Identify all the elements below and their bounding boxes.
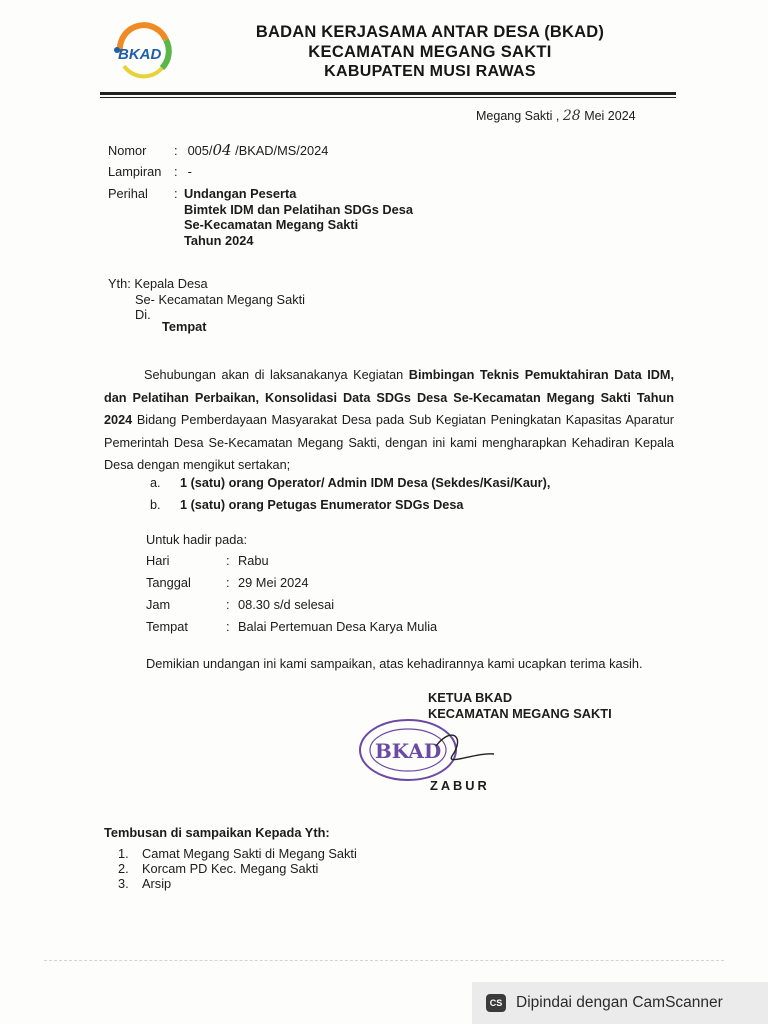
- lampiran-row: Lampiran : -: [108, 164, 192, 179]
- participant-item-a: a. 1 (satu) orang Operator/ Admin IDM Desa (Sekdes/Kasi/Kaur),: [150, 476, 551, 490]
- closing-sentence: Demikian undangan ini kami sampaikan, atas kehadirannya kami ucapkan terima kasih.: [146, 656, 643, 671]
- tembusan-item-2: 2. Korcam PD Kec. Megang Sakti: [118, 861, 319, 876]
- recipient-line3: Di.: [135, 307, 151, 322]
- signature-title2: KECAMATAN MEGANG SAKTI: [428, 706, 612, 721]
- letterhead: [200, 22, 660, 82]
- letter-date: [476, 108, 636, 124]
- camscanner-icon: CS: [486, 994, 506, 1012]
- nomor-suffix: /BKAD/MS/2024: [235, 143, 329, 158]
- body-paragraph: Sehubungan akan di laksanakanya Kegiatan Bimbingan Teknis Pemuktahiran Data IDM, dan Pelatihan Perbaikan, Konsolidasi Data SDGs Desa Se-Kecamatan Megang Sakti Tahun 2024 Bidang Pemberdayaan Masyarakat Desa pada Sub Kegiatan Peningkatan Kapasitas Aparatur Pemerintah Desa Se-Kecamatan Megang Sakti, dengan ini kami mengharapkan Kehadiran Kepala Desa dengan mengikut sertakan;: [104, 368, 674, 473]
- tembusan-item-1: 1. Camat Megang Sakti di Megang Sakti: [118, 846, 357, 861]
- bkad-logo: [104, 22, 184, 82]
- nomor-handwritten: 04: [212, 141, 232, 159]
- date-place: Megang Sakti ,: [476, 109, 560, 123]
- nomor-row: Nomor : 005/04 /BKAD/MS/2024: [108, 141, 329, 159]
- attendance-row-jam: Jam : 08.30 s/d selesai: [146, 597, 335, 612]
- perihal-value: Undangan Peserta Bimtek IDM dan Pelatihan SDGs Desa Se-Kecamatan Megang Sakti Tahun 2024: [184, 186, 413, 248]
- date-month-year: Mei 2024: [584, 109, 636, 123]
- camscanner-badge: [472, 982, 768, 1024]
- attendance-row-hari: Hari : Rabu: [146, 553, 269, 568]
- letterhead-line3: KABUPATEN MUSI RAWAS: [324, 63, 536, 80]
- nomor-prefix: 005/: [187, 143, 213, 158]
- nomor-label: Nomor: [108, 143, 147, 158]
- recipient-place: Tempat: [162, 319, 207, 334]
- official-stamp: [356, 716, 496, 784]
- letterhead-line1: BADAN KERJASAMA ANTAR DESA (BKAD): [255, 23, 605, 41]
- date-day-handwritten: 28: [562, 108, 581, 124]
- logo-text: BKAD: [118, 46, 162, 63]
- recipient-block: [108, 276, 305, 323]
- letterhead-line2: KECAMATAN MEGANG SAKTI: [308, 43, 552, 61]
- lampiran-value: -: [187, 164, 192, 179]
- letterhead-rule-thick: [100, 92, 676, 95]
- stamp-text: BKAD: [374, 739, 442, 763]
- attendance-intro: Untuk hadir pada:: [146, 532, 248, 547]
- signatory-name: ZABUR: [430, 778, 490, 793]
- perihal-row: Perihal :: [108, 186, 178, 201]
- participant-item-b: b. 1 (satu) orang Petugas Enumerator SDGs Desa: [150, 498, 464, 512]
- lampiran-label: Lampiran: [108, 164, 162, 179]
- attendance-row-tanggal: Tanggal : 29 Mei 2024: [146, 575, 309, 590]
- attendance-row-tempat: Tempat : Balai Pertemuan Desa Karya Mulia: [146, 619, 438, 634]
- tembusan-item-3: 3. Arsip: [118, 876, 172, 891]
- scan-edge: [44, 960, 724, 968]
- signature-title1: KETUA BKAD: [428, 690, 513, 705]
- camscanner-label: Dipindai dengan CamScanner: [516, 994, 723, 1011]
- perihal-label: Perihal: [108, 186, 148, 201]
- recipient-line2: Se- Kecamatan Megang Sakti: [135, 291, 306, 307]
- tembusan-heading: Tembusan di sampaikan Kepada Yth:: [104, 825, 330, 840]
- letterhead-rule-thin: [100, 97, 676, 98]
- recipient-line1: Yth: Kepala Desa: [108, 276, 208, 291]
